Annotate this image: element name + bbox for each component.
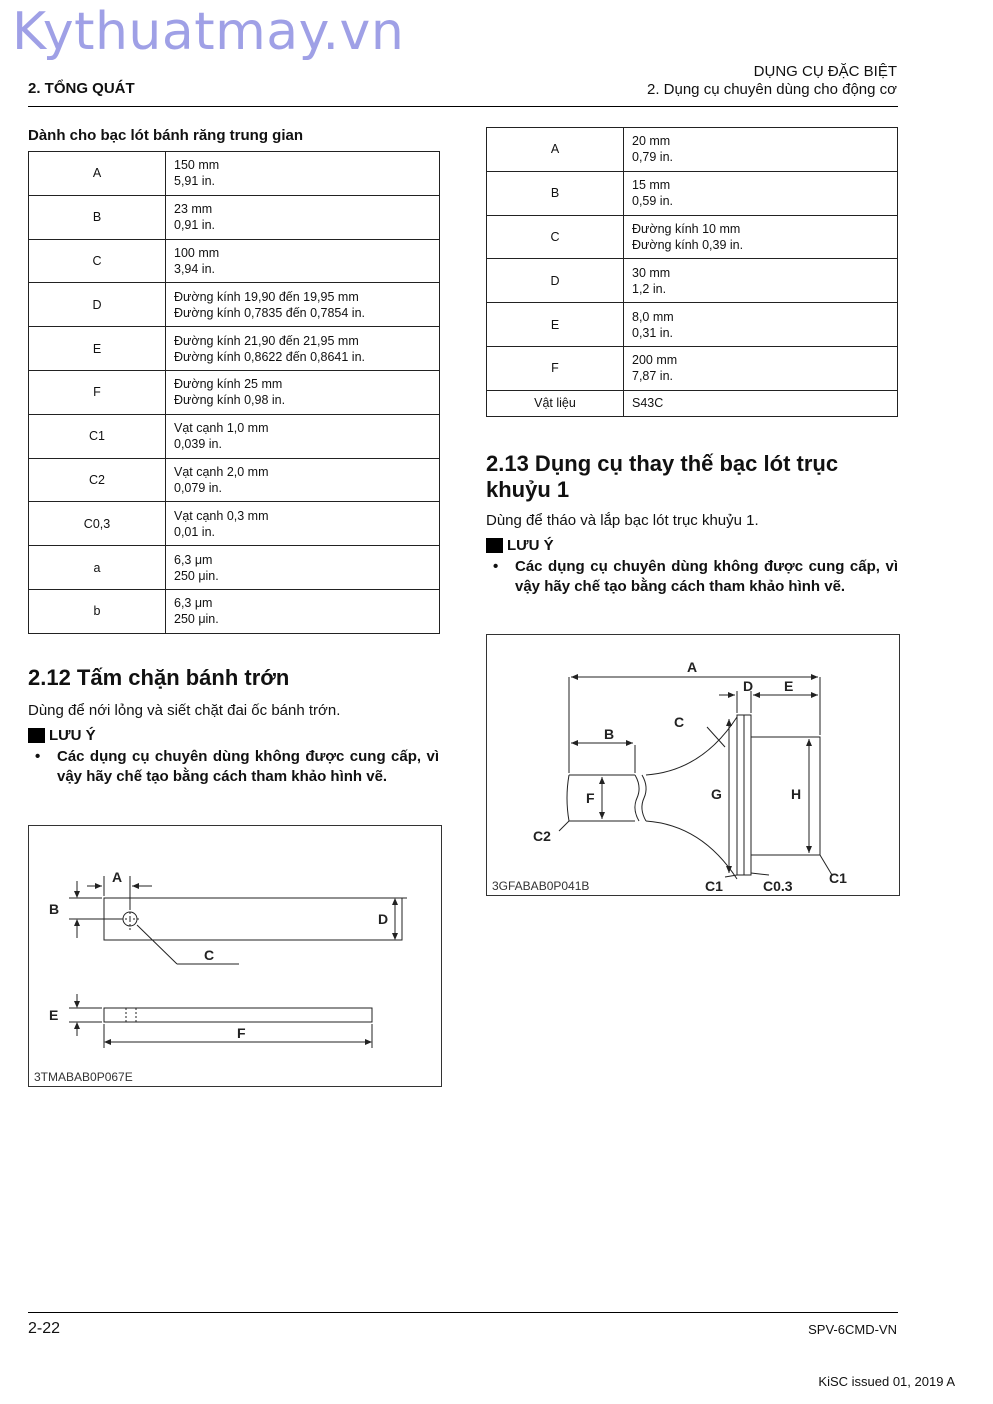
row-value: S43C xyxy=(624,390,898,416)
note-text: Các dụng cụ chuyên dùng không được cung cấp, vì vậy hãy chế tạo bằng cách tham khảo hình vẽ. xyxy=(57,748,439,785)
value-metric: 20 mm xyxy=(632,134,671,149)
section-212-note-item xyxy=(35,747,439,787)
value-imperial: Đường kính 0,7835 đến 0,7854 in. xyxy=(174,305,366,320)
row-key: C xyxy=(29,239,166,283)
note-label: LƯU Ý xyxy=(507,537,554,554)
spec-table-idle-gear-bushing xyxy=(28,151,440,634)
row-value xyxy=(166,502,440,546)
row-key: C2 xyxy=(29,458,166,502)
table-row xyxy=(487,215,898,259)
dim-label-b: B xyxy=(604,726,615,742)
dim-label-e: E xyxy=(784,678,794,694)
row-key: D xyxy=(487,259,624,303)
dim-label-a: A xyxy=(112,869,123,885)
value-metric: 6,3 μm xyxy=(174,596,213,611)
note-text: Các dụng cụ chuyên dùng không được cung cấp, vì vậy hãy chế tạo bằng cách tham khảo hình vẽ. xyxy=(515,558,898,595)
table-row xyxy=(29,589,440,633)
value-metric: 200 mm xyxy=(632,353,678,368)
value-metric: Vạt cạnh 1,0 mm xyxy=(174,421,269,436)
dim-label-c: C xyxy=(204,947,215,963)
table-caption: Dành cho bạc lót bánh răng trung gian xyxy=(28,127,304,144)
dim-label-c03: C0.3 xyxy=(763,878,793,894)
dim-label-f: F xyxy=(237,1025,246,1041)
row-value xyxy=(166,589,440,633)
header-rule xyxy=(28,106,898,107)
row-value xyxy=(166,152,440,196)
value-imperial: 0,91 in. xyxy=(174,218,216,233)
value-metric: 100 mm xyxy=(174,245,220,260)
table-row xyxy=(487,171,898,215)
header-subsection-title: 2. Dụng cụ chuyên dùng cho động cơ xyxy=(646,81,897,98)
row-value xyxy=(166,546,440,590)
row-value xyxy=(624,171,898,215)
row-key: E xyxy=(29,327,166,371)
section-212-description: Dùng để nới lỏng và siết chặt đai ốc bánh trớn. xyxy=(28,702,341,719)
table-row xyxy=(29,502,440,546)
value-metric: Vạt cạnh 2,0 mm xyxy=(174,464,269,479)
footer-rule xyxy=(28,1312,898,1313)
row-key: E xyxy=(487,303,624,347)
value-metric: Vạt cạnh 0,3 mm xyxy=(174,508,269,523)
value-metric: Đường kính 25 mm xyxy=(174,377,283,392)
row-key: D xyxy=(29,283,166,327)
row-value xyxy=(166,239,440,283)
row-key: A xyxy=(29,152,166,196)
figure-code: 3GFABAB0P041B xyxy=(492,879,590,893)
value-metric: 23 mm xyxy=(174,202,213,217)
section-213-title-line1: 2.13 Dụng cụ thay thế bạc lót trục xyxy=(486,451,839,476)
value-imperial: 0,59 in. xyxy=(632,194,674,209)
figure-flywheel-stopper xyxy=(28,825,442,1087)
dim-label-c: C xyxy=(674,714,685,730)
dim-label-c2: C2 xyxy=(533,828,551,844)
table-row xyxy=(29,195,440,239)
dim-label-a: A xyxy=(687,659,698,675)
row-key: C1 xyxy=(29,414,166,458)
note-square-icon xyxy=(28,728,45,743)
section-213-title xyxy=(486,451,838,503)
value-imperial: 0,31 in. xyxy=(632,325,674,340)
row-key: F xyxy=(487,346,624,390)
page-number: 2-22 xyxy=(28,1320,61,1337)
row-value xyxy=(166,195,440,239)
crankshaft-bushing-tool-drawing xyxy=(487,635,899,895)
header-section-title: DỤNG CỤ ĐẶC BIỆT xyxy=(753,63,897,80)
value-imperial: 250 μin. xyxy=(174,568,219,583)
row-key: Vật liệu xyxy=(487,390,624,416)
dim-label-h: H xyxy=(791,786,802,802)
note-label: LƯU Ý xyxy=(49,727,96,744)
row-value xyxy=(624,259,898,303)
dim-label-d: D xyxy=(743,678,754,694)
dim-label-d: D xyxy=(378,911,389,927)
dim-label-f: F xyxy=(586,790,595,806)
row-key: B xyxy=(29,195,166,239)
value-metric: Đường kính 21,90 đến 21,95 mm xyxy=(174,333,359,348)
dim-label-b: B xyxy=(49,901,60,917)
value-metric: Đường kính 10 mm xyxy=(632,221,741,236)
table-row xyxy=(487,259,898,303)
table-row xyxy=(29,283,440,327)
dim-label-c1-right: C1 xyxy=(829,870,847,886)
value-imperial: 3,94 in. xyxy=(174,261,216,276)
row-value xyxy=(166,283,440,327)
table-row xyxy=(29,152,440,196)
row-key: B xyxy=(487,171,624,215)
value-imperial: 0,039 in. xyxy=(174,437,222,452)
value-imperial: 5,91 in. xyxy=(174,174,216,189)
bullet-icon: • xyxy=(493,558,499,575)
row-key: C xyxy=(487,215,624,259)
value-metric: 30 mm xyxy=(632,265,671,280)
section-213-note-item xyxy=(493,557,898,597)
table-row-material xyxy=(487,390,898,416)
table-row xyxy=(29,327,440,371)
issue-stamp: KiSC issued 01, 2019 A xyxy=(818,1374,955,1389)
row-value xyxy=(624,128,898,172)
section-213-description: Dùng để tháo và lắp bạc lót trục khuỷu 1. xyxy=(486,512,759,529)
table-row xyxy=(29,239,440,283)
value-imperial: Đường kính 0,8622 đến 0,8641 in. xyxy=(174,349,366,364)
watermark-logo: Kythuatmay.vn xyxy=(12,2,405,62)
row-key: A xyxy=(487,128,624,172)
value-metric: 6,3 μm xyxy=(174,552,213,567)
row-value xyxy=(166,458,440,502)
spec-table-flywheel-stopper xyxy=(486,127,898,417)
section-212-title: 2.12 Tấm chặn bánh trớn xyxy=(28,665,290,690)
row-value xyxy=(624,215,898,259)
value-metric: 15 mm xyxy=(632,178,671,193)
value-imperial: 7,87 in. xyxy=(632,369,674,384)
table-row xyxy=(29,546,440,590)
table-row xyxy=(29,414,440,458)
table-row xyxy=(487,346,898,390)
chapter-title: 2. TỔNG QUÁT xyxy=(28,80,135,97)
row-value xyxy=(166,414,440,458)
dim-label-c1-left: C1 xyxy=(705,878,723,894)
value-metric: 150 mm xyxy=(174,158,220,173)
value-imperial: Đường kính 0,98 in. xyxy=(174,393,286,408)
row-key: F xyxy=(29,370,166,414)
value-imperial: Đường kính 0,39 in. xyxy=(632,237,744,252)
note-square-icon xyxy=(486,538,503,553)
table-row xyxy=(487,128,898,172)
section-212-note-heading xyxy=(28,727,96,744)
value-imperial: 0,079 in. xyxy=(174,480,222,495)
row-key: a xyxy=(29,546,166,590)
table-row xyxy=(29,370,440,414)
row-value xyxy=(166,370,440,414)
value-imperial: 0,79 in. xyxy=(632,150,674,165)
dim-label-g: G xyxy=(711,786,722,802)
figure-crankshaft-bushing-tool xyxy=(486,634,900,896)
row-key: b xyxy=(29,589,166,633)
flywheel-stopper-drawing xyxy=(29,826,441,1086)
value-imperial: 1,2 in. xyxy=(632,281,667,296)
row-value xyxy=(624,303,898,347)
dim-label-e: E xyxy=(49,1007,59,1023)
row-key: C0,3 xyxy=(29,502,166,546)
header-right xyxy=(647,63,897,99)
row-value xyxy=(624,346,898,390)
bullet-icon: • xyxy=(35,748,41,765)
value-imperial: 0,01 in. xyxy=(174,524,216,539)
value-imperial: 250 μin. xyxy=(174,612,219,627)
value-metric: Đường kính 19,90 đến 19,95 mm xyxy=(174,289,359,304)
section-213-note-heading xyxy=(486,537,554,554)
value-metric: 8,0 mm xyxy=(632,309,674,324)
table-row xyxy=(487,303,898,347)
figure-code: 3TMABAB0P067E xyxy=(34,1070,133,1084)
table-row xyxy=(29,458,440,502)
row-value xyxy=(166,327,440,371)
section-213-title-line2: khuỷu 1 xyxy=(486,477,570,502)
document-code: SPV-6CMD-VN xyxy=(808,1322,897,1337)
